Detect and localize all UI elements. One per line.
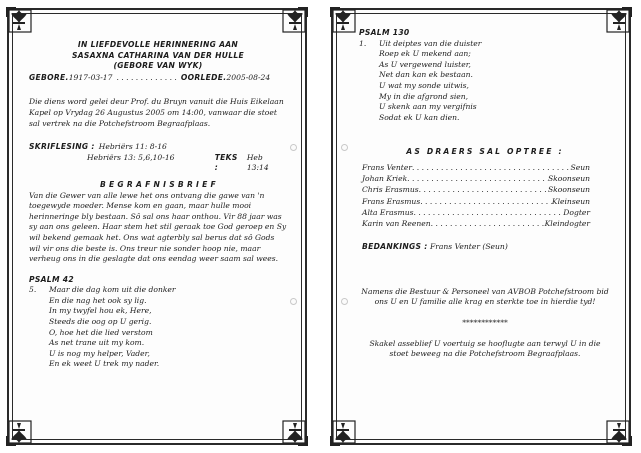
verse-line: U skenk aan my vergifnis [379, 102, 477, 112]
bearer-relation: Seun [570, 162, 590, 172]
bearer-row [362, 184, 590, 195]
reading-1: Hebriërs 11: 8-16 [98, 142, 167, 152]
bearer-relation: Kleinseun [551, 196, 590, 206]
verse-lines [379, 39, 481, 124]
bearer-row [362, 196, 590, 207]
died-date: 2005-08-24 [226, 72, 271, 82]
dates-row [29, 73, 287, 84]
bearer-row [362, 173, 590, 184]
fleur-de-lis-corner-icon [603, 417, 635, 449]
verse-line: In my twyfel hou ek, Here, [49, 306, 152, 316]
bearer-relation: Kleindogter [544, 218, 590, 228]
bearer-name: Frans Erasmus [362, 196, 421, 206]
verse-number: 1. [359, 38, 367, 48]
verse-number: 5. [29, 285, 37, 295]
right-page [331, 8, 631, 445]
verse-line: As net trane uit my kom. [49, 338, 145, 348]
reading-2: Hebriërs 13: 5,6,10-16 [87, 152, 175, 162]
verse-line: Uit deiptes van die duister [379, 38, 482, 48]
verse-line: Maar die dag kom uit die donker [49, 285, 176, 295]
reading-row [29, 142, 287, 153]
verse-line: O, hoe het die lied verstom [49, 327, 153, 337]
psalm-title: PSALM 42 [29, 274, 74, 284]
bearer-relation: Dogter [563, 207, 590, 217]
psalm-title: PSALM 130 [359, 28, 410, 37]
verse-line: U wat my sonde uitwis, [379, 80, 469, 90]
right-page-content [333, 10, 629, 443]
born-date: 1917-03-17 [68, 72, 113, 82]
verse-line: As U vergewend luister, [379, 59, 471, 69]
verse-line: Steeds die oog op U gerig. [49, 317, 152, 327]
psalm-verse [29, 285, 287, 370]
bearer-relation: Skoonseun [547, 174, 590, 184]
separator-stars: ************ [462, 317, 508, 327]
verse-line: Sodat ek U kan dien. [379, 112, 460, 122]
verse-line: En ek weet U trek my nader. [49, 359, 160, 369]
psalm-verse [359, 39, 611, 124]
fleur-de-lis-corner-icon [3, 417, 35, 449]
verse-lines [49, 285, 176, 370]
thanks-text: Frans Venter (Seun) [429, 242, 508, 252]
bearers-title: AS DRAERS SAL OPTREE : [406, 147, 564, 157]
letter-title: B E G R A F N I S B R I E F [99, 179, 217, 189]
verse-line: U is nog my helper, Vader, [49, 348, 150, 358]
funeral-letter: Van die Gewer van alle lewe het ons ontvang die gawe van 'n toegewyde moeder. Mense kom en gaan, maar hulle mooi herinneringe bly bestaan. Sô sal ons haar onthou. Vir 88 jaar was sy aan ons geleen. Haar stem het stil geraak toe God geroep en Sy wil bekend gemaak het. Ons wat agterbly sal berus dat sô Gods wil vir ons die beste is. Ons treur nie sonder hoop nie, maar verheug ons in die geslagte dat ons eendag weer saam sal wees. [29, 190, 287, 264]
fleur-de-lis-corner-icon [603, 4, 635, 36]
left-page-content [9, 10, 305, 443]
closing-note: Skakel asseblief U voertuig se hooflugte aan terwyl U in die stoet beweeg na die Potchefstroom Begraafplaas. [369, 338, 601, 359]
bearer-name: Chris Erasmus [362, 185, 419, 195]
memorial-title: IN LIEFDEVOLLE HERINNERING AAN [77, 40, 239, 49]
bearer-name: Frans Venter [362, 162, 412, 172]
bearer-name: Johan Kriek [362, 174, 408, 184]
fleur-de-lis-corner-icon [327, 4, 359, 36]
fleur-de-lis-corner-icon [327, 417, 359, 449]
bearer-name: Alta Erasmus [362, 207, 414, 217]
thanks-row [362, 242, 611, 253]
reading-label: SKRIFLESING : [29, 142, 95, 152]
verse-line: En die nag het ook sy lig. [49, 295, 147, 305]
fleur-de-lis-corner-icon [3, 4, 35, 36]
dots-separator: . . . . . . . . . . . . . [116, 72, 177, 82]
bearer-row [362, 207, 590, 218]
fleur-de-lis-corner-icon [279, 4, 311, 36]
reading-row-2 [29, 153, 287, 174]
verse-line: Roep ek U mekend aan; [379, 49, 471, 59]
fleur-de-lis-corner-icon [279, 417, 311, 449]
text-label: TEKS : [214, 152, 238, 173]
bearer-row [362, 218, 590, 229]
verse-line: Net dan kan ek bestaan. [379, 70, 473, 80]
maiden-name: (GEBORE VAN WYK) [113, 61, 203, 71]
text-reference: Heb 13:14 [246, 152, 269, 173]
bearer-row [362, 162, 590, 173]
verse-line: My in die afgrond sien, [379, 91, 469, 101]
born-label: GEBORE. [29, 72, 69, 82]
bearer-relation: Skoonseun [547, 185, 590, 195]
condolence-message: Namens die Bestuur & Personeel van AVBOB Potchefstroom bid ons U en U familie alle krag en sterkte toe in hierdie tyd! [361, 286, 609, 307]
deceased-name: SASAXNA CATHARINA VAN DER HULLE [71, 50, 244, 60]
died-label: OORLEDE. [180, 72, 227, 82]
thanks-label: BEDANKINGS : [362, 242, 428, 252]
service-details: Die diens word gelei deur Prof. du Bruyn vanuit die Huis Eikelaan Kapel op Vrydag 26 Augustus 2005 om 14:00, vanwaar die stoet sal vertrek na die Potchefstroom Begraafplaas. [29, 97, 284, 128]
left-page [7, 8, 307, 445]
bearer-name: Karin van Reenen [362, 218, 431, 228]
